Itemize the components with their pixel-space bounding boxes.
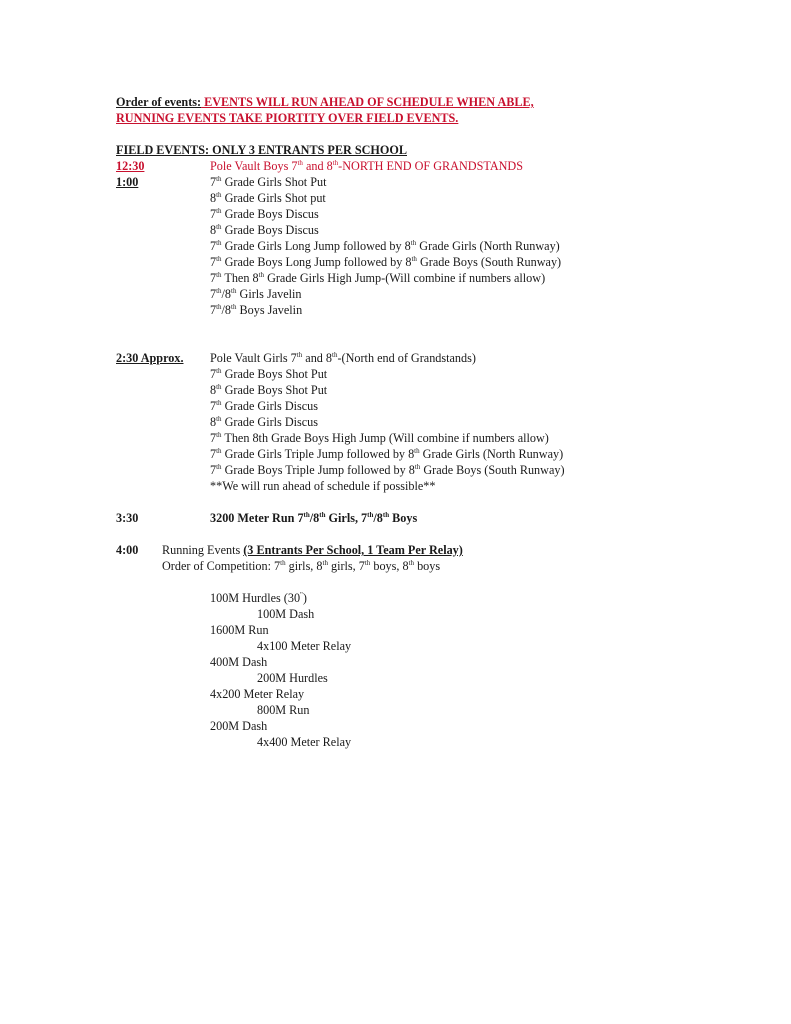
running-event-item: 200M Hurdles: [257, 671, 328, 685]
running-event-item: 400M Dash: [210, 655, 268, 669]
list-item: 7th Grade Boys Long Jump followed by 8th Grade Boys (South Runway): [210, 254, 562, 269]
slot-time-1230: 12:30: [116, 159, 145, 173]
running-event-item: 100M Dash: [257, 607, 315, 621]
list-item: 7th Grade Boys Triple Jump followed by 8th Grade Boys (South Runway): [210, 462, 565, 477]
running-event-item: 4x200 Meter Relay: [210, 687, 305, 701]
schedule-note: **We will run ahead of schedule if possible**: [210, 479, 436, 493]
order-notice-1: EVENTS WILL RUN AHEAD OF SCHEDULE WHEN ABLE,: [201, 95, 534, 109]
list-item: 7th/8th Girls Javelin: [210, 286, 302, 301]
list-item: 7th Grade Boys Shot Put: [210, 366, 328, 381]
slot-time-330: 3:30: [116, 511, 139, 525]
order-of-competition: Order of Competition: 7th girls, 8th girls, 7th boys, 8th boys: [162, 558, 441, 573]
list-item: 8th Grade Girls Discus: [210, 414, 319, 429]
event-pole-vault-boys: Pole Vault Boys 7th and 8th-NORTH END OF GRANDSTANDS: [210, 158, 524, 173]
running-event-item: 200M Dash: [210, 719, 268, 733]
list-item: 7th Grade Girls Long Jump followed by 8th Grade Girls (North Runway): [210, 238, 560, 253]
slot-time-100: 1:00: [116, 175, 139, 189]
list-item: 7th Then 8th Grade Boys High Jump (Will combine if numbers allow): [210, 430, 549, 445]
list-item: 8th Grade Boys Discus: [210, 222, 319, 237]
order-notice-2: RUNNING EVENTS TAKE PIORTITY OVER FIELD EVENTS.: [116, 111, 459, 125]
list-item: 8th Grade Boys Shot Put: [210, 382, 328, 397]
order-label: Order of events:: [116, 95, 202, 109]
field-events-heading: FIELD EVENTS: ONLY 3 ENTRANTS PER SCHOOL: [116, 143, 407, 157]
list-item: Pole Vault Girls 7th and 8th-(North end of Grandstands): [210, 350, 476, 365]
running-events-line: [162, 542, 463, 558]
order-of-events-line: [116, 94, 534, 110]
list-item: 7th/8th Boys Javelin: [210, 302, 303, 317]
slot-time-230: 2:30 Approx.: [116, 351, 184, 365]
running-events-rule: (3 Entrants Per School, 1 Team Per Relay): [243, 543, 463, 557]
running-event-item: 100M Hurdles (30"): [210, 590, 307, 605]
running-event-item: 4x100 Meter Relay: [257, 639, 352, 653]
list-item: 7th Grade Girls Discus: [210, 398, 319, 413]
list-item: 7th Grade Boys Discus: [210, 206, 319, 221]
list-item: 8th Grade Girls Shot put: [210, 190, 326, 205]
running-event-item: 4x400 Meter Relay: [257, 735, 352, 749]
running-event-item: 800M Run: [257, 703, 310, 717]
list-item: 7th Then 8th Grade Girls High Jump-(Will combine if numbers allow): [210, 270, 546, 285]
running-event-item: 1600M Run: [210, 623, 269, 637]
running-events-label: Running Events: [162, 543, 244, 557]
event-3200-meter-run: 3200 Meter Run 7th/8th Girls, 7th/8th Boys: [210, 510, 418, 525]
slot-time-400: 4:00: [116, 543, 139, 557]
list-item: 7th Grade Girls Triple Jump followed by 8th Grade Girls (North Runway): [210, 446, 564, 461]
list-item: 7th Grade Girls Shot Put: [210, 174, 327, 189]
